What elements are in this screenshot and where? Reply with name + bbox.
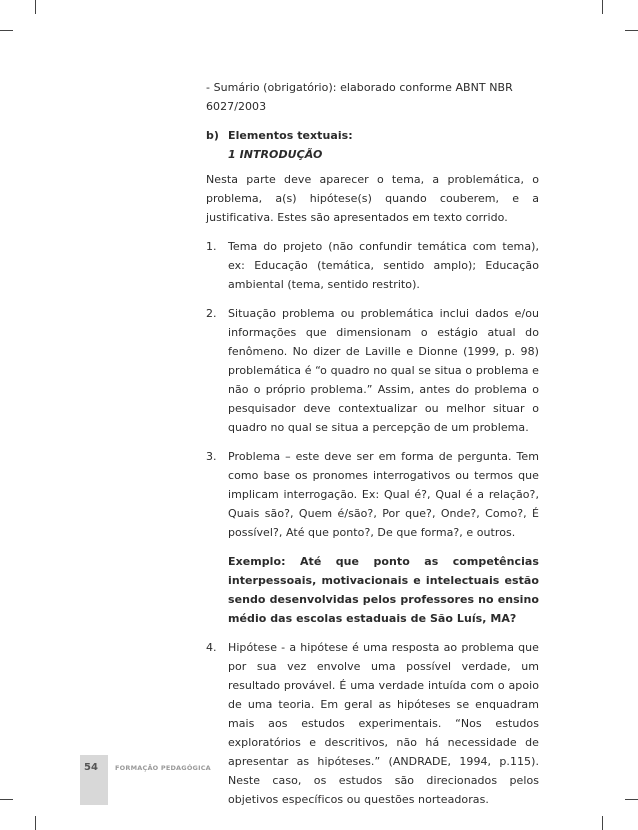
crop-mark-bottom-left-h [0,799,13,800]
section-b-label: b) [206,129,220,142]
list-item-number: 1. [206,240,217,253]
example-question: Exemplo: Até que ponto as competências interpessoais, motivacionais e intelectuais estão sendo desenvolvidas pelos professores no ensino médio das escolas estaduais de São Luís, MA? [228,555,539,625]
sumario-line: - Sumário (obrigatório): elaborado conforme ABNT NBR 6027/2003 [206,81,513,113]
page-content [206,78,539,819]
list-item-number: 4. [206,641,217,654]
list-item-2 [206,304,539,437]
list-item-3 [206,447,539,628]
section-b-title: Elementos textuais: [228,129,353,142]
crop-mark-top-right-v [602,0,603,14]
list-item-1 [206,237,539,294]
list-item-4 [206,638,539,809]
footer-label: FORMAÇÃO PEDAGÓGICA [115,764,211,772]
intro-paragraph: Nesta parte deve aparecer o tema, a problemática, o problema, a(s) hipótese(s) quando couberem, e a justificativa. Estes são apresentados em texto corrido. [206,173,539,224]
crop-mark-top-left-h [0,30,13,31]
crop-mark-bottom-right-v [602,816,603,830]
list-item-number: 2. [206,307,217,320]
crop-mark-bottom-right-h [625,799,638,800]
page-number: 54 [84,762,98,773]
list-item-text: Problema – este deve ser em forma de pergunta. Tem como base os pronomes interrogativos ou termos que implicam interrogação. Ex: Qual é?, Qual é a relação?, Quais são?, Quem é/são?, Por que?, Onde?, Como?, É possível?, Até que ponto?, De que forma?, e outros. [228,450,539,539]
list-item-number: 3. [206,450,217,463]
intro-title: 1 INTRODUÇÃO [228,148,323,161]
list-item-text: Tema do projeto (não confundir temática com tema), ex: Educação (temática, sentido amplo); Educação ambiental (tema, sentido restrito). [228,240,539,291]
list-item-text: Situação problema ou problemática inclui dados e/ou informações que dimensionam o estágio atual do fenômeno. No dizer de Laville e Dionne (1999, p. 98) problemática é “o quadro no qual se situa o problema e não o próprio problema.” Assim, antes do problema o pesquisador deve contextualizar ou melhor situar o quadro no qual se situa a percepção de um problema. [228,307,539,434]
list-item-text: Hipótese - a hipótese é uma resposta ao problema que por sua vez envolve uma possível verdade, um resultado provável. É uma verdade intuída com o apoio de uma teoria. Em geral as hipóteses se enquadram mais aos estudos experimentais. “Nos estudos exploratórios e descritivos, não há necessidade de apresentar as hipóteses.” (ANDRADE, 1994, p.115). Neste caso, os estudos são direcionados pelos objetivos específicos ou questões norteadoras. [228,641,539,806]
crop-mark-top-right-h [625,30,638,31]
section-b-heading [206,126,539,145]
crop-mark-top-left-v [35,0,36,14]
crop-mark-bottom-left-v [35,816,36,830]
